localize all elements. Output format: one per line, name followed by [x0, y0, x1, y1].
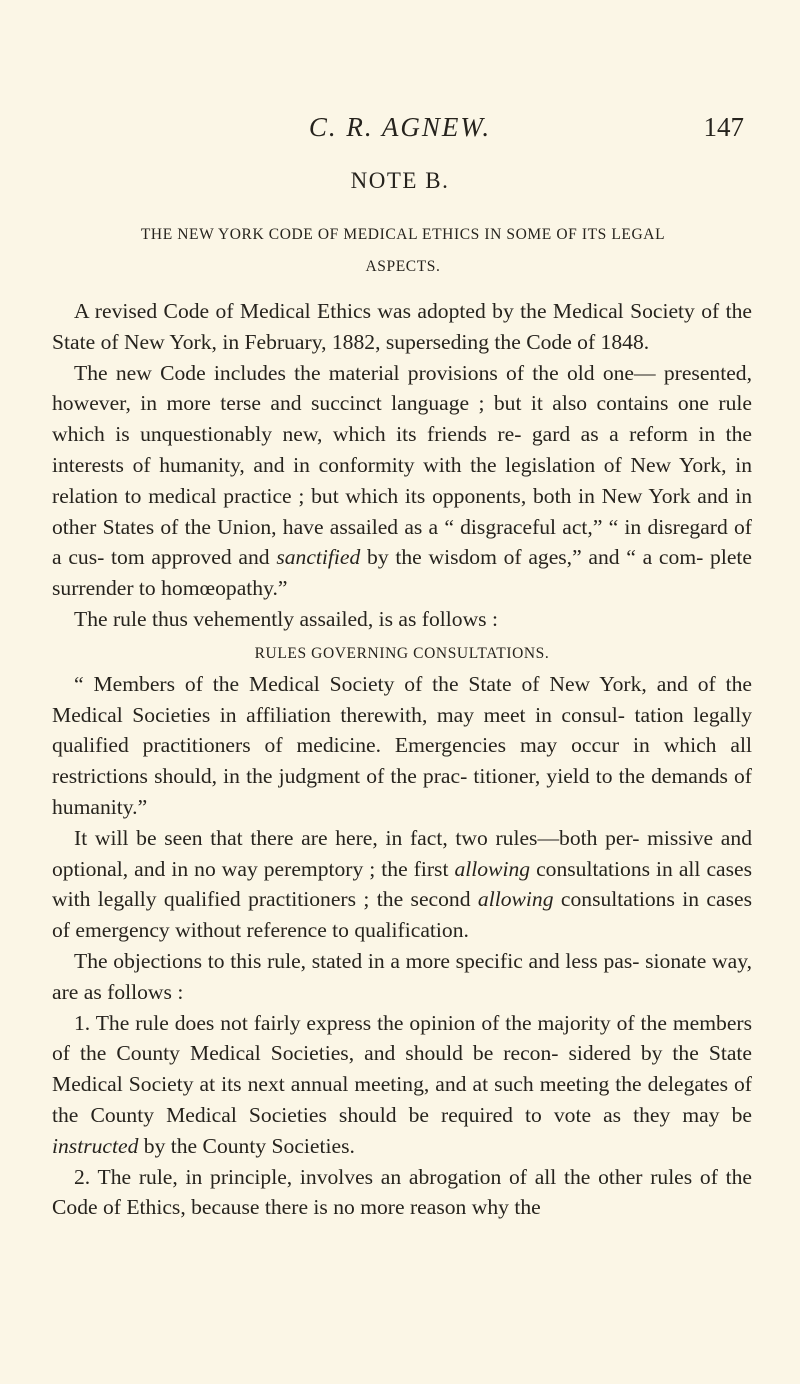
- subtitle-line-2: ASPECTS.: [365, 258, 441, 275]
- paragraph-5-emphasis-2: allowing: [477, 887, 554, 912]
- paragraph-2-text-a: The new Code includes the material provisions of the old one— presented, however, in more terse and succinct language ; but it also contains one rule which is unquestionably new, which its friends re- gard as a reform in the interests of humanity, and in conformity with the legislation of New York, in relation to medical practice ; but which its opponents, both in New York and in other States of the Union, have assailed as a “ disgraceful act,” “ in disregard of a cus- tom approved and: [52, 360, 752, 570]
- paragraph-7-text-a: 1. The rule does not fairly express the opinion of the majority of the members of the County Medical Societies, and should be recon- sidered by the State Medical Society at its next annual meeting, and at such meeting the delegates of the County Medical Societies should be required to vote as they may be: [52, 1010, 752, 1127]
- paragraph-5-text-b: consultations in all cases with legally qualified practitioners ; the second: [52, 856, 753, 912]
- paragraph-7: [52, 1008, 752, 1162]
- paragraph-2: [52, 358, 752, 604]
- paragraph-5-text-c: consultations in cases of emergency without reference to qualification.: [52, 887, 752, 943]
- paragraph-4: “ Members of the Medical Society of the State of New York, and of the Medical Societies in affiliation therewith, may meet in consul- tation legally qualified practitioners of medicine. Emergencies may occur in which all restrictions should, in the judgment of the prac- titioner, yield to the demands of humanity.”: [52, 671, 752, 819]
- body-text: [52, 296, 752, 1223]
- subtitle-line-1: THE NEW YORK CODE OF MEDICAL ETHICS IN SOME OF ITS LEGAL: [140, 226, 666, 243]
- paragraph-8: 2. The rule, in principle, involves an abrogation of all the other rules of the Code of Ethics, because there is no more reason why the: [52, 1164, 752, 1220]
- paragraph-3: The rule thus vehemently assailed, is as follows :: [74, 606, 498, 631]
- page-number: 147: [703, 112, 744, 142]
- running-title: C. R. AGNEW.: [308, 112, 492, 142]
- paragraph-2-text-b: by the wisdom of ages,” and “ a com- plete surrender to homœopathy.”: [52, 545, 753, 601]
- paragraph-5: [52, 823, 752, 946]
- paragraph-6: The objections to this rule, stated in a more specific and less pas- sionate way, are as follows :: [52, 948, 752, 1004]
- paragraph-5-emphasis-1: allowing: [454, 856, 531, 881]
- paragraph-1: A revised Code of Medical Ethics was adopted by the Medical Society of the State of New York, in February, 1882, superseding the Code of 1848.: [52, 299, 752, 354]
- running-head: [0, 112, 800, 152]
- paragraph-7-text-b: by the County Societies.: [138, 1133, 355, 1158]
- paragraph-7-emphasis: instructed: [52, 1133, 139, 1158]
- paragraph-2-emphasis: sanctified: [276, 545, 361, 570]
- paragraph-5-text-a: It will be seen that there are here, in fact, two rules—both per- missive and optional, and in no way peremptory ; the first: [52, 825, 752, 881]
- section-heading: RULES GOVERNING CONSULTATIONS.: [254, 644, 550, 662]
- note-heading: NOTE B.: [350, 168, 450, 193]
